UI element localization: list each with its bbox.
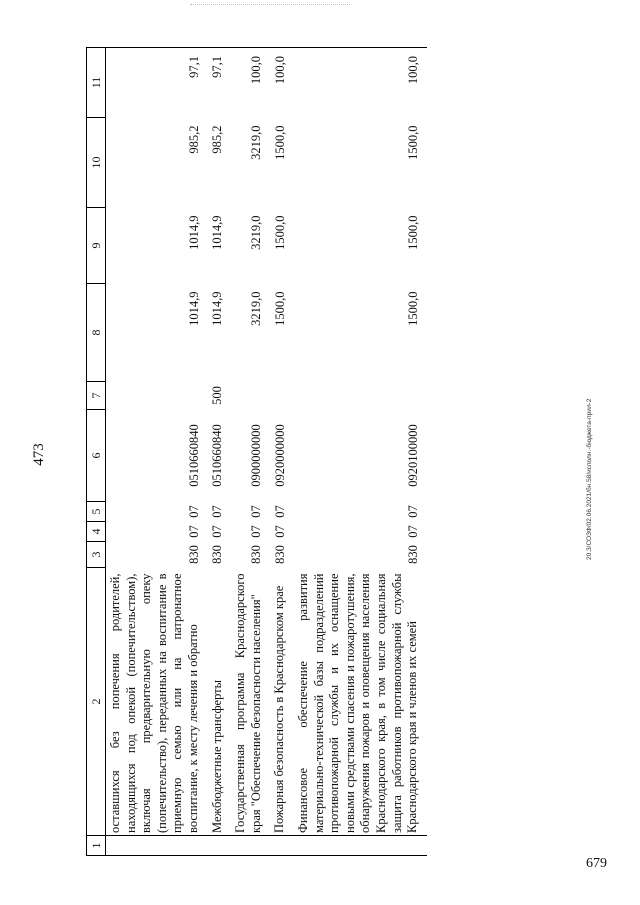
cell-approved: 3219,0	[249, 215, 264, 250]
cell-plan: 3219,0	[249, 291, 264, 326]
cell-ved: 830	[405, 545, 420, 564]
row-name: Пожарная безопасность в Краснодарском крае	[270, 568, 294, 836]
cell-pr: 07	[186, 505, 201, 518]
cell-rz: 07	[272, 525, 287, 538]
cell-pr: 07	[210, 505, 225, 518]
cell-executed: 985,2	[186, 125, 201, 154]
cell-csr: 0920100000	[405, 424, 420, 487]
cell-ved: 830	[186, 545, 201, 564]
row-name: Государственная программа Краснодарского края "Обеспечение безопасности населения"	[231, 568, 270, 836]
header-col-2: 2	[87, 568, 106, 836]
scan-artifact	[190, 4, 350, 7]
table-row	[270, 48, 294, 856]
cell-pr: 07	[249, 505, 264, 518]
cell-percent: 100,0	[270, 48, 294, 118]
cell-percent: 97,1	[208, 48, 232, 118]
header-col-1: 1	[87, 836, 106, 856]
cell-vr: 500	[210, 386, 225, 405]
cell-vr	[270, 382, 294, 410]
cell-csr: 0900000000	[249, 424, 264, 487]
header-col-7: 7	[87, 382, 106, 410]
cell-executed: 1500,0	[405, 125, 420, 160]
cell-csr: 0920000000	[272, 424, 287, 487]
cell-ved: 830	[249, 545, 264, 564]
cell-rz: 07	[249, 525, 264, 538]
footer-code: 20.3/СОЗФ/02.06.2021/бн.58/исполн.-бюджета-прил-2	[586, 398, 593, 560]
cell-approved: 1014,9	[210, 215, 225, 250]
cell-vr	[231, 382, 270, 410]
header-col-11: 11	[87, 48, 106, 118]
table-row	[208, 48, 232, 856]
table-row	[106, 48, 208, 856]
bottom-page-number: 679	[586, 856, 607, 871]
cell-ved: 830	[210, 545, 225, 564]
budget-table	[86, 47, 427, 856]
row-name: Финансовое обеспечение развития материально-технической базы подразделений противопожарной службы и их оснащение новыми средствами спасения и пожаротушения, обнаружения пожаров и оповещения населения Краснодарского края, в том числе социальная защита работников противопожарной службы Краснодарского края и членов их семей	[294, 568, 427, 836]
cell-executed: 1500,0	[272, 125, 287, 160]
header-col-3: 3	[87, 542, 106, 568]
header-col-10: 10	[87, 118, 106, 208]
header-col-8: 8	[87, 284, 106, 382]
row-name: оставшихся без попечения родителей, находящихся под опекой (попечительством), включая предварительную опеку (попечительство), переданных на воспитание в приемную семью или на патронатное воспитание, к месту лечения и обратно	[106, 568, 208, 836]
table-row	[231, 48, 270, 856]
cell-rz: 07	[210, 525, 225, 538]
cell-percent: 97,1	[106, 48, 208, 118]
cell-ved: 830	[272, 545, 287, 564]
header-col-6: 6	[87, 410, 106, 502]
cell-executed: 985,2	[210, 125, 225, 154]
cell-vr	[106, 382, 208, 410]
header-row	[87, 48, 106, 856]
table-row	[294, 48, 427, 856]
cell-plan: 1500,0	[272, 291, 287, 326]
header-col-4: 4	[87, 522, 106, 542]
cell-percent: 100,0	[231, 48, 270, 118]
cell-plan: 1014,9	[186, 291, 201, 326]
cell-pr: 07	[272, 505, 287, 518]
cell-plan: 1500,0	[405, 291, 420, 326]
cell-csr: 0510660840	[186, 424, 201, 487]
cell-pr: 07	[405, 505, 420, 518]
cell-percent: 100,0	[294, 48, 427, 118]
cell-executed: 3219,0	[249, 125, 264, 160]
row-name: Межбюджетные трансферты	[208, 568, 232, 836]
header-col-5: 5	[87, 502, 106, 522]
cell-approved: 1500,0	[405, 215, 420, 250]
top-page-number: 473	[30, 443, 47, 466]
cell-vr	[294, 382, 427, 410]
cell-csr: 0510660840	[210, 424, 225, 487]
cell-plan: 1014,9	[210, 291, 225, 326]
rotated-table-wrapper	[86, 48, 576, 856]
cell-approved: 1014,9	[186, 215, 201, 250]
cell-rz: 07	[186, 525, 201, 538]
header-col-9: 9	[87, 208, 106, 284]
cell-rz: 07	[405, 525, 420, 538]
cell-approved: 1500,0	[272, 215, 287, 250]
